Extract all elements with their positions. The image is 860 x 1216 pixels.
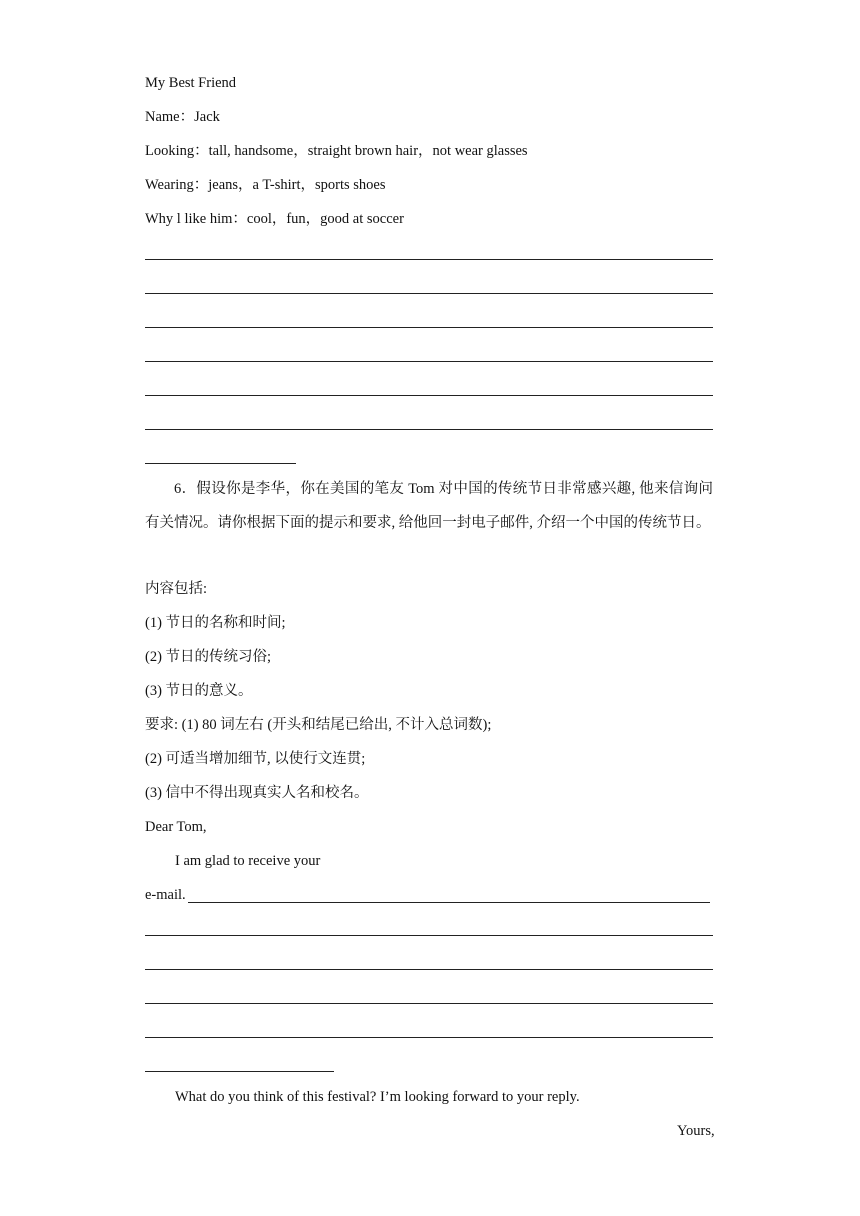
best-friend-why: Why l like him：cool，fun，good at soccer: [145, 211, 404, 227]
writing-line[interactable]: [145, 327, 713, 328]
writing-line[interactable]: [188, 902, 710, 903]
requirement-item: (3) 信中不得出现真实人名和校名。: [145, 785, 369, 801]
writing-line[interactable]: [145, 429, 713, 430]
requirement-item: (2) 可适当增加细节, 以使行文连贯;: [145, 751, 366, 767]
writing-line[interactable]: [145, 1003, 713, 1004]
email-word: e-mail.: [145, 887, 186, 903]
best-friend-name: Name：Jack: [145, 109, 220, 125]
writing-line[interactable]: [145, 395, 713, 396]
letter-opening: I am glad to receive your: [175, 853, 321, 869]
content-item: (1) 节日的名称和时间;: [145, 615, 286, 631]
content-item: (3) 节日的意义。: [145, 683, 253, 699]
question-6-prompt: [145, 472, 713, 540]
writing-line[interactable]: [145, 293, 713, 294]
writing-line[interactable]: [145, 361, 713, 362]
requirement-item: 要求: (1) 80 词左右 (开头和结尾已给出, 不计入总词数);: [145, 717, 492, 733]
question-6-prompt-text: 6．假设你是李华，你在美国的笔友 Tom 对中国的传统节日非常感兴趣, 他来信询问有关情况。请你根据下面的提示和要求, 给他回一封电子邮件, 介绍一个中国的传统节日。: [145, 481, 713, 531]
letter-signoff: Yours,: [677, 1123, 715, 1139]
content-item: (2) 节日的传统习俗;: [145, 649, 272, 665]
writing-line-short[interactable]: [145, 463, 296, 464]
writing-line[interactable]: [145, 935, 713, 936]
best-friend-wearing: Wearing：jeans，a T-shirt，sports shoes: [145, 177, 386, 193]
writing-line[interactable]: [145, 259, 713, 260]
letter-closing: What do you think of this festival? I’m looking forward to your reply.: [175, 1089, 580, 1105]
content-heading: 内容包括:: [145, 581, 208, 597]
writing-line[interactable]: [145, 1037, 713, 1038]
letter-greeting: Dear Tom,: [145, 819, 207, 835]
best-friend-looking: Looking：tall, handsome，straight brown hair，not wear glasses: [145, 143, 528, 159]
writing-line[interactable]: [145, 969, 713, 970]
best-friend-title: My Best Friend: [145, 75, 237, 91]
writing-line-short[interactable]: [145, 1071, 334, 1072]
